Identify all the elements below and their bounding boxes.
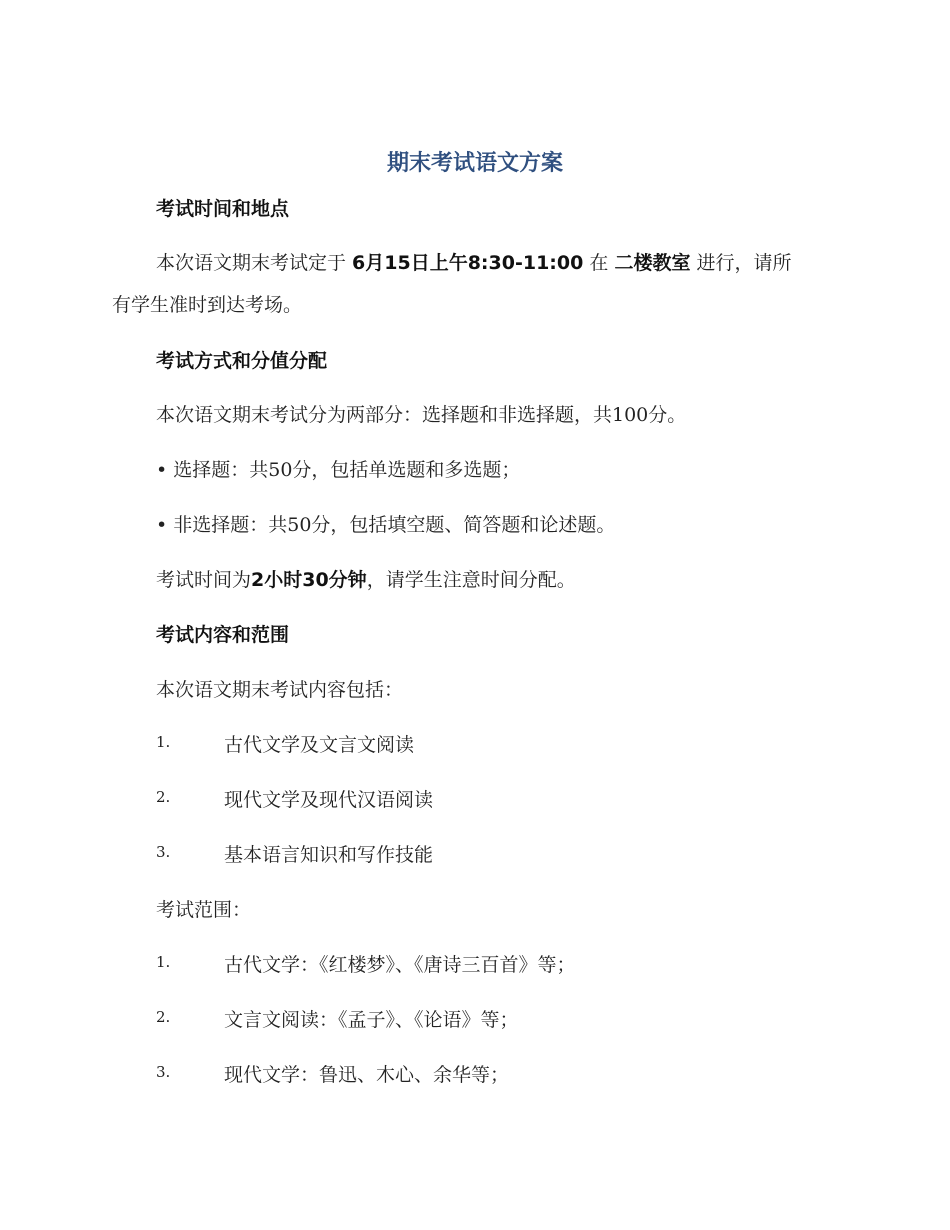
text-segment: ，请学生注意时间分配。	[366, 569, 576, 591]
exam-duration: 2小时30分钟	[251, 569, 367, 591]
section-heading-content-scope: 考试内容和范围	[156, 624, 290, 646]
text-segment: 在	[583, 252, 615, 274]
list-item-number: 2.	[156, 1008, 171, 1026]
paragraph-exam-duration	[156, 565, 576, 592]
paragraph-format-intro: 本次语文期末考试分为两部分：选择题和非选择题，共100分。	[156, 404, 687, 426]
section-heading-format-scoring: 考试方式和分值分配	[156, 350, 328, 372]
list-item-number: 3.	[156, 1063, 171, 1081]
paragraph-time-location	[156, 248, 792, 275]
bullet-non-multiple-choice: • 非选择题：共50分，包括填空题、简答题和论述题。	[156, 514, 616, 536]
bullet-multiple-choice: • 选择题：共50分，包括单选题和多选题；	[156, 459, 521, 481]
text-segment: 进行，请所	[690, 252, 792, 274]
document-title: 期末考试语文方案	[386, 151, 563, 176]
text-segment: 考试时间为	[156, 569, 252, 591]
list-item: 现代文学及现代汉语阅读	[224, 789, 434, 811]
text-segment: 本次语文期末考试定于	[156, 252, 353, 274]
list-item-number: 3.	[156, 843, 171, 861]
exam-datetime: 6月15日上午8:30-11:00	[352, 252, 584, 274]
scope-label: 考试范围：	[156, 899, 252, 921]
list-item: 基本语言知识和写作技能	[224, 844, 434, 866]
paragraph-time-location-line2: 有学生准时到达考场。	[112, 294, 303, 316]
list-item-number: 1.	[156, 953, 171, 971]
list-item: 古代文学：《红楼梦》、《唐诗三百首》等；	[224, 954, 576, 976]
list-item: 现代文学：鲁迅、木心、余华等；	[224, 1064, 510, 1086]
section-heading-time-location: 考试时间和地点	[156, 198, 290, 220]
list-item-number: 1.	[156, 733, 171, 751]
list-item: 文言文阅读：《孟子》、《论语》等；	[224, 1009, 519, 1031]
exam-location: 二楼教室	[614, 252, 691, 274]
paragraph-content-intro: 本次语文期末考试内容包括：	[156, 679, 404, 701]
list-item: 古代文学及文言文阅读	[224, 734, 415, 756]
list-item-number: 2.	[156, 788, 171, 806]
